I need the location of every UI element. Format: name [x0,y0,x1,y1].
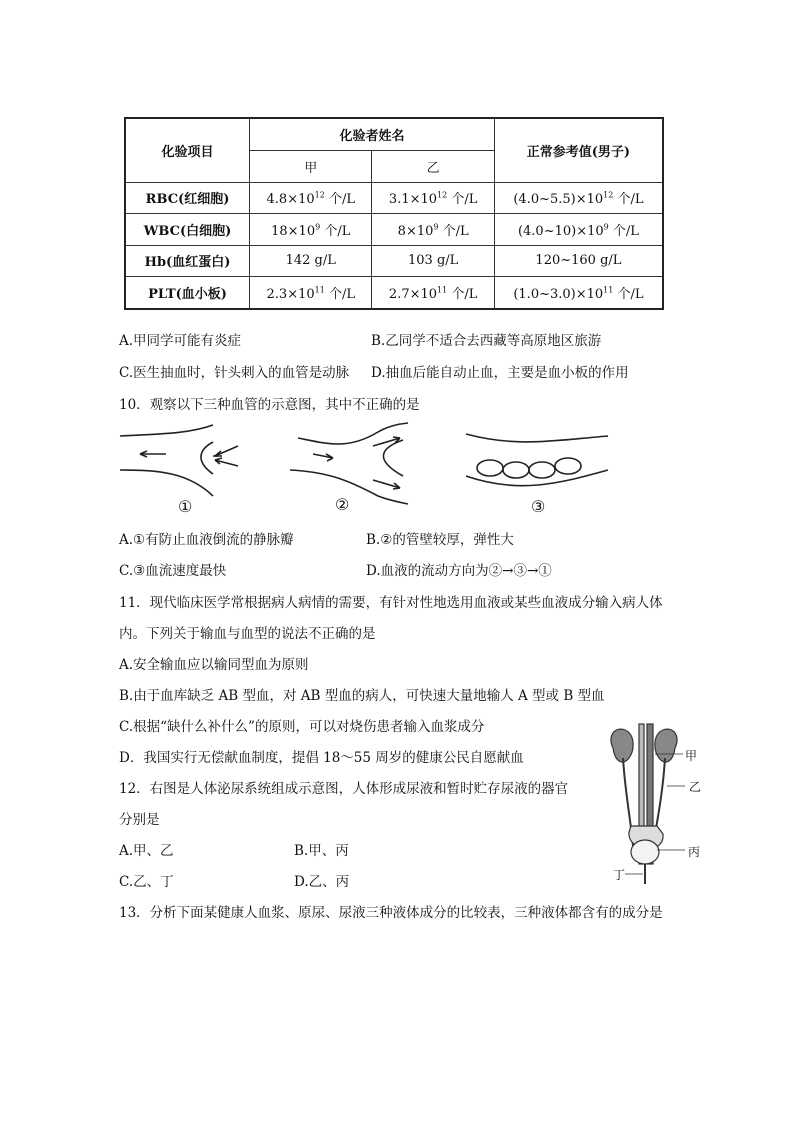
q12-option-b: B.甲、丙 [294,843,349,859]
row-item: PLT(血小板) [125,277,250,309]
blood-test-table [124,117,664,310]
header-item: 化验项目 [125,118,250,182]
vessel-2 [290,423,408,504]
table-row [125,182,663,214]
q13-stem: 13．分析下面某健康人血浆、原尿、尿液三种液体成分的比较表，三种液体都含有的成分是 [119,905,663,921]
label-yi: 乙 [689,780,702,794]
label-jia: 甲 [685,749,698,763]
q11-option-a: A.安全输血应以输同型血为原则 [119,657,309,673]
cell-jia: $4.8\times 10^{12}$ 个/L [250,182,372,214]
header-names: 化验者姓名 [250,118,495,150]
cell-ref: $(4.0\sim 5.5)\times 10^{12}$ 个/L [494,182,663,214]
vessel-label-2: ② [335,495,350,514]
cell-ref: $(1.0\sim 3.0)\times 10^{11}$ 个/L [494,277,663,309]
cell-yi: $3.1\times 10^{12}$ 个/L [372,182,494,214]
q9-option-c: C.医生抽血时，针头刺入的血管是动脉 [119,365,350,381]
q11-option-b: B.由于血库缺乏 AB 型血，对 AB 型血的病人，可快速大量地输人 A 型或 B 型血 [119,688,605,704]
row-item: Hb(血红蛋白) [125,245,250,277]
row-item: WBC(白细胞) [125,214,250,246]
q11-stem-line1: 11．现代临床医学常根据病人病情的需要，有针对性地选用血液或某些血液成分输入病人体 [119,595,663,611]
header-yi: 乙 [372,150,494,182]
cell-yi: $2.7\times 10^{11}$ 个/L [372,277,494,309]
label-bing: 丙 [688,845,701,859]
q9-option-a: A.甲同学可能有炎症 [119,333,242,349]
q10-option-c: C.③血流速度最快 [119,563,227,579]
cell-ref: $(4.0\sim 10)\times 10^9$ 个/L [494,214,663,246]
q10-stem: 10．观察以下三种血管的示意图，其中不正确的是 [119,397,420,413]
table-row [125,277,663,309]
vessel-label-3: ③ [531,497,546,516]
q12-option-c: C.乙、丁 [119,874,174,890]
cell-jia: $18\times 10^9$ 个/L [250,214,372,246]
table-row [125,214,663,246]
q9-option-d: D.抽血后能自动止血，主要是血小板的作用 [371,365,629,381]
q12-option-d: D.乙、丙 [294,874,350,890]
vessel-label-1: ① [178,497,193,516]
label-ding: 丁 [613,868,626,882]
q11-stem-line2: 内。下列关于输血与血型的说法不正确的是 [119,626,376,642]
q12-stem-line2: 分别是 [119,812,160,828]
q10-option-a: A.①有防止血液倒流的静脉瓣 [119,532,294,548]
cell-jia: $2.3\times 10^{11}$ 个/L [250,277,372,309]
cell-yi: $8\times 10^9$ 个/L [372,214,494,246]
q10-option-b: B.②的管壁较厚，弹性大 [366,532,514,548]
q12-stem-line1: 12．右图是人体泌尿系统组成示意图，人体形成尿液和暂时贮存尿液的器官 [119,781,569,797]
q10-option-d: D.血液的流动方向为②→③→① [366,563,552,579]
q12-option-a: A.甲、乙 [119,843,174,859]
cell-yi: 103 g/L [372,245,494,277]
q11-option-d: D．我国实行无偿献血制度，提倡 18～55 周岁的健康公民自愿献血 [119,750,524,766]
cell-jia: 142 g/L [250,245,372,277]
row-item: RBC(红细胞) [125,182,250,214]
table-row [125,245,663,277]
vessel-1 [120,425,238,496]
cell-ref: 120~160 g/L [494,245,663,277]
vessel-3 [466,434,608,486]
header-jia: 甲 [250,150,372,182]
header-reference: 正常参考值(男子) [494,118,663,182]
urinary-system-diagram [605,722,691,886]
q9-option-b: B.乙同学不适合去西藏等高原地区旅游 [371,333,602,349]
q11-option-c: C.根据“缺什么补什么”的原则，可以对烧伤患者输入血浆成分 [119,719,485,735]
